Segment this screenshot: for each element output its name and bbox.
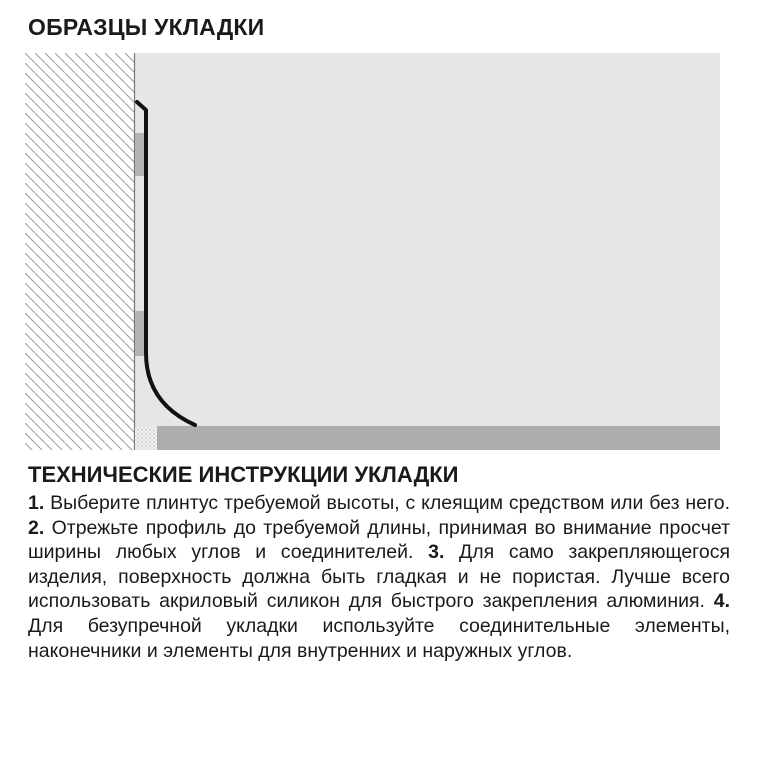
step-4-number: 4.	[713, 590, 730, 613]
background-panel	[135, 53, 720, 450]
section-title: ОБРАЗЦЫ УКЛАДКИ	[28, 14, 265, 40]
step-2-text: Отрежьте профиль до требуемой длины, принимая во внимание просчет ширины любых углов и соединителей.	[28, 516, 730, 564]
installation-diagram	[25, 53, 720, 450]
floor-slab	[157, 426, 720, 450]
instructions-title: ТЕХНИЧЕСКИЕ ИНСТРУКЦИИ УКЛАДКИ	[28, 462, 459, 487]
step-1-number: 1.	[28, 492, 45, 514]
step-1-text: Выберите плинтус требуемой высоты, с клеящим средством или без него.	[50, 492, 730, 514]
floor-gap	[135, 427, 157, 450]
step-3-number: 3.	[428, 541, 445, 564]
adhesive-pad-bottom	[135, 311, 145, 356]
step-4-text: Для безупречной укладки используйте соединительные элементы, наконечники и элементы для внутренних и наружных углов.	[28, 614, 730, 662]
adhesive-pad-top	[135, 133, 145, 176]
wall-hatch	[25, 53, 134, 450]
instructions-body	[28, 491, 730, 663]
step-3-text: Для само закрепляющегося изделия, поверхность должна быть гладкая и не пористая. Лучше всего использовать акриловый силикон для быстрого закрепления алюминия.	[28, 541, 730, 613]
step-2-number: 2.	[28, 516, 45, 539]
